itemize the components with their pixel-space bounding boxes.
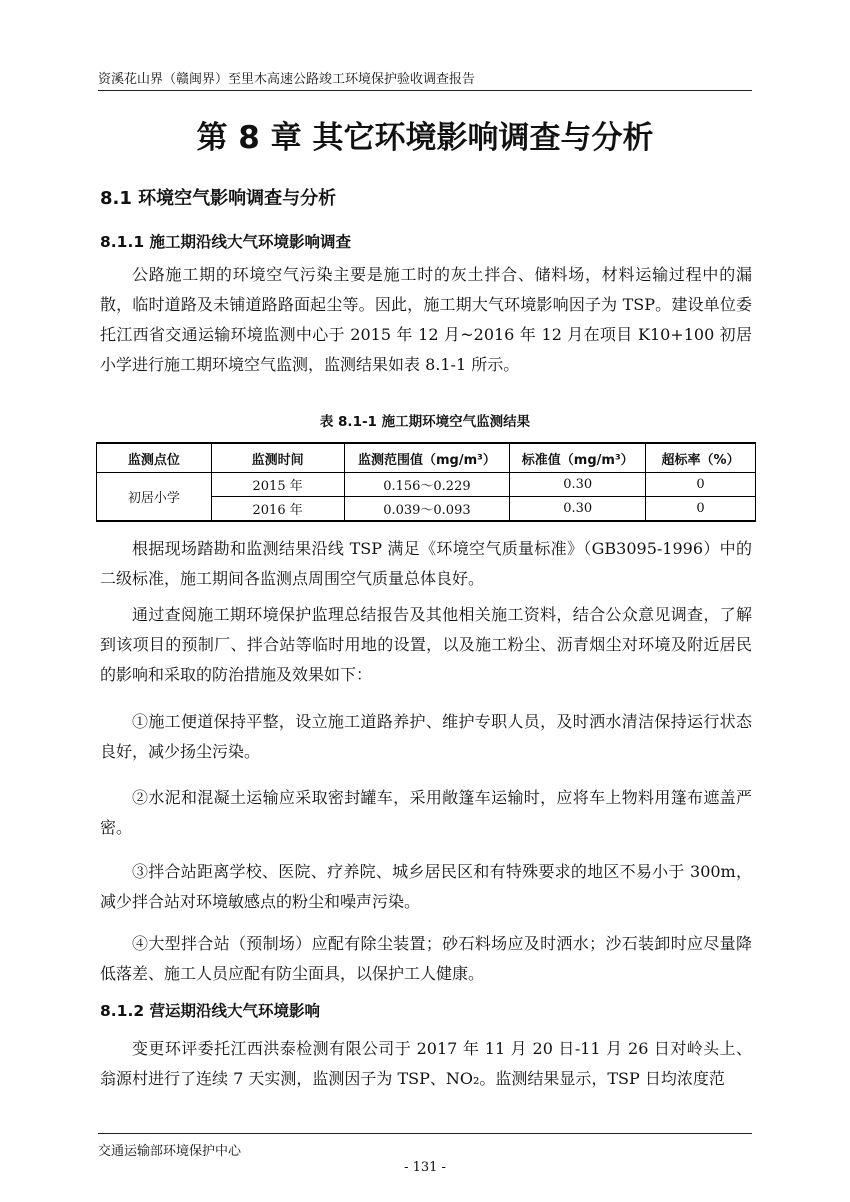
cell-site: 初居小学 bbox=[97, 473, 212, 522]
subsection-heading-construction: 8.1.1 施工期沿线大气环境影响调查 bbox=[100, 233, 352, 251]
subsection-heading-operation: 8.1.2 营运期沿线大气环境影响 bbox=[100, 1002, 321, 1020]
header-rule bbox=[98, 90, 752, 91]
header-exceed-rate: 超标率（%） bbox=[646, 443, 756, 473]
paragraph-operation-monitoring: 变更环评委托江西洪泰检测有限公司于 2017 年 11 月 20 日-11 月 26 日对岭头上、翁源村进行了连续 7 天实测，监测因子为 TSP、NO₂。监测结果显示，TSP 日均浓度范 bbox=[100, 1039, 752, 1088]
section-heading: 8.1 环境空气影响调查与分析 bbox=[100, 188, 337, 209]
paragraph-measure-2: ②水泥和混凝土运输应采取密封罐车，采用敞篷车运输时，应将车上物料用篷布遮盖严密。 bbox=[100, 788, 752, 837]
page-number: - 131 - bbox=[404, 1160, 446, 1175]
cell-range: 0.039～0.093 bbox=[344, 497, 510, 522]
paragraph-measure-1: ①施工便道保持平整，设立施工道路养护、维护专职人员，及时洒水清洁保持运行状态良好，减少扬尘污染。 bbox=[100, 712, 752, 761]
header-range: 监测范围值（mg/m³） bbox=[344, 443, 510, 473]
header-time: 监测时间 bbox=[211, 443, 344, 473]
cell-time: 2015 年 bbox=[211, 473, 344, 497]
paragraph-measures-intro: 通过查阅施工期环境保护监理总结报告及其他相关施工资料，结合公众意见调查，了解到该项目的预制厂、拌合站等临时用地的设置，以及施工粉尘、沥青烟尘对环境及附近居民的影响和采取的防治措施及效果如下： bbox=[100, 605, 752, 684]
page-header-title: 资溪花山界（赣闽界）至里木高速公路竣工环境保护验收调查报告 bbox=[98, 72, 476, 87]
monitoring-results-table bbox=[96, 442, 756, 522]
paragraph-measure-4: ④大型拌合站（预制场）应配有除尘装置；砂石料场应及时洒水；沙石装卸时应尽量降低落差、施工人员应配有防尘面具，以保护工人健康。 bbox=[100, 934, 752, 983]
cell-standard: 0.30 bbox=[510, 497, 646, 522]
paragraph-construction-intro: 公路施工期的环境空气污染主要是施工时的灰土拌合、储料场，材料运输过程中的漏散，临时道路及未铺道路路面起尘等。因此，施工期大气环境影响因子为 TSP。建设单位委托江西省交通运输环境监测中心于 2015 年 12 月~2016 年 12 月在项目 K10+100 初居小学进行施工期环境空气监测，监测结果如表 8.1-1 所示。 bbox=[100, 265, 752, 374]
paragraph-compliance: 根据现场踏勘和监测结果沿线 TSP 满足《环境空气质量标准》（GB3095-1996）中的二级标准，施工期间各监测点周围空气质量总体良好。 bbox=[100, 539, 752, 588]
table-row bbox=[97, 473, 756, 497]
chapter-title: 第 8 章 其它环境影响调查与分析 bbox=[196, 120, 654, 156]
cell-time: 2016 年 bbox=[211, 497, 344, 522]
table-header-row bbox=[97, 443, 756, 473]
table-caption: 表 8.1-1 施工期环境空气监测结果 bbox=[319, 414, 531, 430]
footer-rule bbox=[98, 1133, 752, 1134]
header-standard: 标准值（mg/m³） bbox=[510, 443, 646, 473]
cell-rate: 0 bbox=[646, 473, 756, 497]
cell-range: 0.156～0.229 bbox=[344, 473, 510, 497]
cell-rate: 0 bbox=[646, 497, 756, 522]
paragraph-measure-3: ③拌合站距离学校、医院、疗养院、城乡居民区和有特殊要求的地区不易小于 300m，减少拌合站对环境敏感点的粉尘和噪声污染。 bbox=[100, 862, 752, 911]
footer-organization: 交通运输部环境保护中心 bbox=[98, 1144, 242, 1159]
header-site: 监测点位 bbox=[97, 443, 212, 473]
cell-standard: 0.30 bbox=[510, 473, 646, 497]
